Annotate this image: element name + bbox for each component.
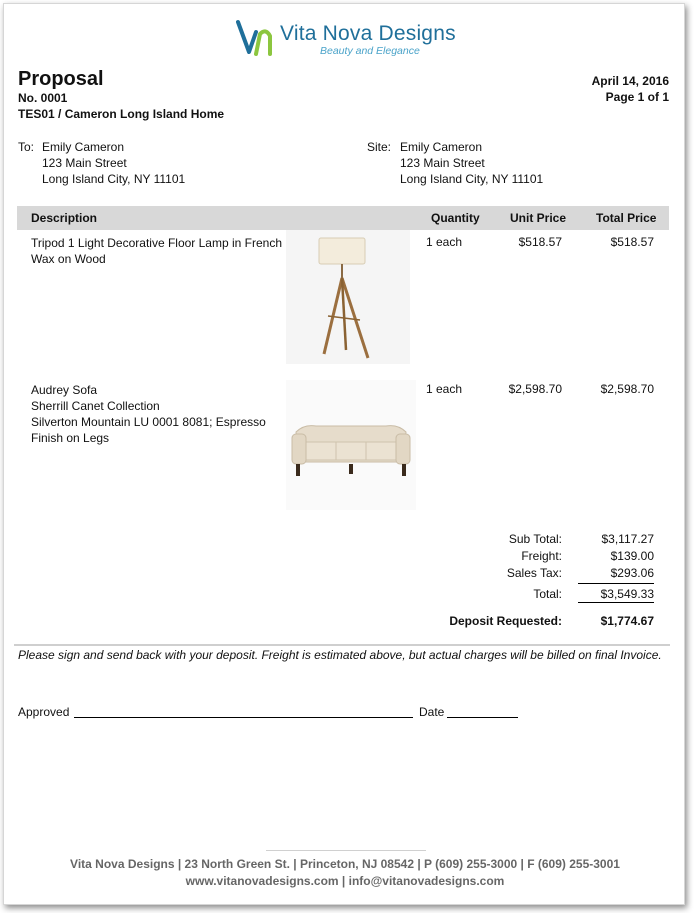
approved-signature-line[interactable] (74, 717, 413, 718)
item-quantity: 1 each (425, 382, 463, 396)
table-row (31, 235, 282, 267)
site-label: Site: (367, 140, 392, 154)
total-value: $3,549.33 (600, 587, 654, 601)
date-label: Date (419, 705, 445, 719)
col-quantity: Quantity (431, 211, 480, 225)
sales-tax-value: $293.06 (610, 566, 654, 580)
col-total-price: Total Price (596, 211, 657, 225)
item-quantity: 1 each (425, 235, 463, 249)
item-unit-price: $2,598.70 (508, 382, 562, 396)
site-address (400, 139, 543, 187)
item-description-line: Finish on Legs (31, 431, 110, 445)
proposal-date: April 14, 2016 (591, 74, 669, 88)
document-page (3, 3, 685, 905)
document-title: Proposal (18, 68, 104, 90)
page-indicator: Page 1 of 1 (605, 90, 669, 104)
to-label: To: (18, 140, 35, 154)
table-header (17, 206, 669, 230)
vn-monogram-icon (236, 18, 278, 62)
to-address (42, 139, 185, 187)
approved-label: Approved (18, 705, 70, 719)
item-total-price: $518.57 (610, 235, 654, 249)
item-total-price: $2,598.70 (600, 382, 654, 396)
date-signature-line[interactable] (447, 717, 518, 718)
item-description-line: Sherrill Canet Collection (31, 399, 160, 413)
deposit-label: Deposit Requested: (449, 614, 562, 628)
company-logo (236, 16, 456, 64)
col-description: Description (31, 211, 98, 225)
to-city: Long Island City, NY 11101 (42, 172, 186, 186)
subtotal-value: $3,117.27 (601, 532, 654, 546)
subtotal-label: Sub Total: (508, 532, 562, 546)
company-tagline: Beauty and Elegance (320, 45, 420, 57)
item-unit-price: $518.57 (518, 235, 562, 249)
site-street: 123 Main Street (400, 156, 485, 170)
footer-divider (266, 850, 426, 851)
footer-address: Vita Nova Designs | 23 North Green St. | Princeton, NJ 08542 | P (609) 255-3000 | F (609) 255-3001 (70, 857, 620, 871)
deposit-value: $1,774.67 (600, 614, 654, 628)
divider (14, 644, 670, 646)
terms-note: Please sign and send back with your deposit. Freight is estimated above, but actual charges will be billed on final Invoice. (18, 648, 662, 662)
footer-contact: www.vitanovadesigns.com | info@vitanovadesigns.com (185, 874, 505, 888)
freight-value: $139.00 (610, 549, 654, 563)
site-name: Emily Cameron (400, 140, 483, 154)
table-row (31, 382, 266, 446)
item-description-line: Audrey Sofa (31, 383, 98, 397)
to-street: 123 Main Street (42, 156, 127, 170)
sales-tax-label: Sales Tax: (506, 566, 562, 580)
floor-lamp-image (286, 230, 410, 364)
item-description-line: Silverton Mountain LU 0001 8081; Espresso (31, 415, 266, 429)
totals-rule (578, 583, 654, 584)
company-name: Vita Nova Designs (280, 22, 456, 45)
project-name: TES01 / Cameron Long Island Home (18, 107, 225, 121)
total-rule (578, 602, 654, 603)
to-name: Emily Cameron (42, 140, 125, 154)
site-city: Long Island City, NY 11101 (400, 172, 544, 186)
freight-label: Freight: (521, 549, 562, 563)
col-unit-price: Unit Price (510, 211, 567, 225)
proposal-number: No. 0001 (18, 91, 68, 105)
sofa-image (286, 380, 416, 510)
item-description-line: Wax on Wood (31, 252, 106, 266)
item-description-line: Tripod 1 Light Decorative Floor Lamp in French (31, 236, 283, 250)
total-label: Total: (533, 587, 562, 601)
